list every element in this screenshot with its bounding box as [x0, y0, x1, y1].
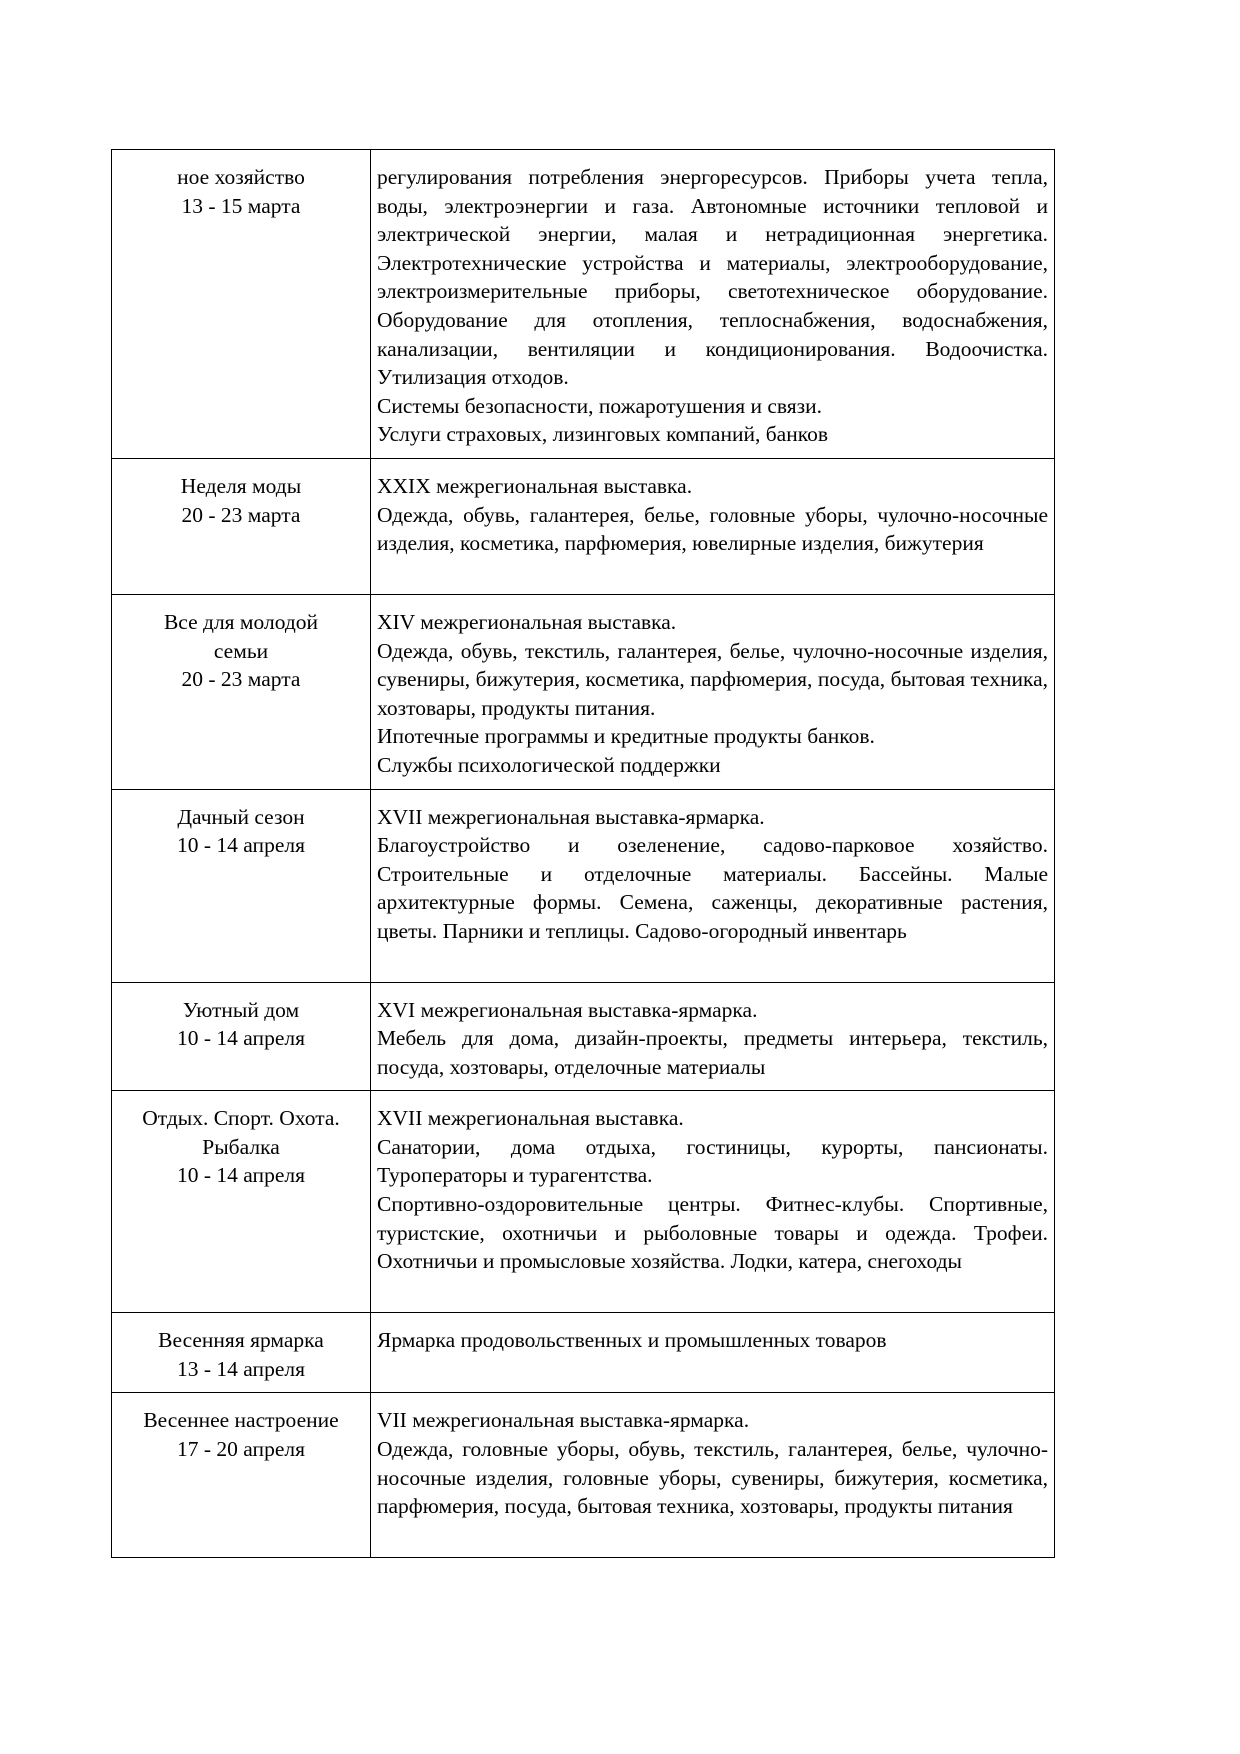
- table-row: [112, 594, 1055, 789]
- event-name-cell: [112, 150, 371, 459]
- event-dates: 10 - 14 апреля: [177, 1026, 305, 1051]
- event-dates: 17 - 20 апреля: [177, 1437, 305, 1462]
- event-description-cell: [371, 594, 1055, 789]
- event-description-cell: [371, 789, 1055, 982]
- event-name-line: ное хозяйство: [177, 165, 305, 189]
- table-row: [112, 458, 1055, 594]
- event-description-cell: [371, 1393, 1055, 1558]
- description-paragraph: Санатории, дома отдыха, гостиницы, курорты, пансионаты. Туроператоры и турагентства.: [377, 1134, 1048, 1188]
- description-paragraph: XVI межрегиональная выставка-ярмарка.: [377, 997, 758, 1022]
- table-row: [112, 150, 1055, 459]
- event-name-cell: [112, 1313, 371, 1393]
- event-name-cell: [112, 458, 371, 594]
- event-name-line: Весенняя ярмарка: [158, 1328, 324, 1353]
- description-paragraph: Благоустройство и озеленение, садово-парковое хозяйство. Строительные и отделочные материалы. Бассейны. Малые архитектурные формы. Семена, саженцы, декоративные растения, цветы. Парники и теплицы. Садово-огородный инвентарь: [377, 833, 1048, 943]
- description-paragraph: Одежда, обувь, текстиль, галантерея, белье, чулочно-носочные изделия, сувениры, бижутерия, косметика, парфюмерия, посуда, бытовая техника, хозтовары, продукты питания.: [377, 638, 1048, 720]
- description-paragraph: Одежда, обувь, галантерея, белье, головные уборы, чулочно-носочные изделия, косметика, парфюмерия, ювелирные изделия, бижутерия: [377, 502, 1048, 556]
- event-name-line: Отдых. Спорт. Охота.: [142, 1106, 340, 1131]
- event-name-line: семьи: [213, 638, 269, 663]
- event-name-line: Неделя моды: [180, 473, 302, 498]
- table-row: [112, 1393, 1055, 1558]
- event-description-cell: [371, 150, 1055, 459]
- description-paragraph: Ярмарка продовольственных и промышленных товаров: [377, 1328, 887, 1353]
- description-paragraph: Службы психологической поддержки: [377, 752, 721, 777]
- event-description-cell: [371, 458, 1055, 594]
- event-name-cell: [112, 594, 371, 789]
- event-dates: 20 - 23 марта: [181, 502, 301, 527]
- event-name-cell: [112, 982, 371, 1091]
- table-row: [112, 1091, 1055, 1313]
- event-name-line: Уютный дом: [182, 997, 300, 1022]
- event-dates: 13 - 14 апреля: [177, 1356, 305, 1381]
- table-row: [112, 982, 1055, 1091]
- description-paragraph: VII межрегиональная выставка-ярмарка.: [377, 1408, 750, 1433]
- description-paragraph: Услуги страховых, лизинговых компаний, банков: [377, 422, 828, 447]
- description-paragraph: Ипотечные программы и кредитные продукты банков.: [377, 724, 875, 749]
- event-name-line: Весеннее настроение: [143, 1408, 339, 1433]
- event-name-cell: [112, 1091, 371, 1313]
- event-name-line: Дачный сезон: [177, 804, 305, 829]
- event-description-cell: [371, 1091, 1055, 1313]
- event-dates: 10 - 14 апреля: [177, 1163, 305, 1188]
- events-table: [111, 149, 1055, 1558]
- event-name-cell: [112, 1393, 371, 1558]
- event-description-cell: [371, 1313, 1055, 1393]
- event-dates: 10 - 14 апреля: [177, 833, 305, 858]
- event-dates: 20 - 23 марта: [181, 667, 301, 692]
- description-paragraph: Спортивно-оздоровительные центры. Фитнес-клубы. Спортивные, туристские, охотничьи и рыболовные товары и одежда. Трофеи. Охотничьи и промысловые хозяйства. Лодки, катера, снегоходы: [377, 1192, 1048, 1274]
- description-paragraph: регулирования потребления энергоресурсов. Приборы учета тепла, воды, электроэнергии и газа. Автономные источники тепловой и электрической энергии, малая и нетрадиционная энергетика. Электротехнические устройства и материалы, электрооборудование, электроизмерительные приборы, светотехническое оборудование. Оборудование для отопления, теплоснабжения, водоснабжения, канализации, вентиляции и кондиционирования. Водоочистка. Утилизация отходов.: [377, 165, 1048, 390]
- description-paragraph: Системы безопасности, пожаротушения и связи.: [377, 393, 823, 418]
- table-row: [112, 789, 1055, 982]
- description-paragraph: XVII межрегиональная выставка-ярмарка.: [377, 804, 765, 829]
- description-paragraph: XVII межрегиональная выставка.: [377, 1106, 684, 1131]
- event-dates: 13 - 15 марта: [181, 193, 301, 218]
- event-name-line: Рыбалка: [202, 1134, 280, 1159]
- description-paragraph: XIV межрегиональная выставка.: [377, 609, 677, 634]
- table-row: [112, 1313, 1055, 1393]
- description-paragraph: Одежда, головные уборы, обувь, текстиль, галантерея, белье, чулочно-носочные изделия, головные уборы, сувениры, бижутерия, косметика, парфюмерия, посуда, бытовая техника, хозтовары, продукты питания: [377, 1437, 1048, 1519]
- event-name-cell: [112, 789, 371, 982]
- event-name-line: Все для молодой: [163, 609, 319, 634]
- event-description-cell: [371, 982, 1055, 1091]
- description-paragraph: Мебель для дома, дизайн-проекты, предметы интерьера, текстиль, посуда, хозтовары, отделочные материалы: [377, 1026, 1048, 1079]
- description-paragraph: XXIX межрегиональная выставка.: [377, 473, 693, 498]
